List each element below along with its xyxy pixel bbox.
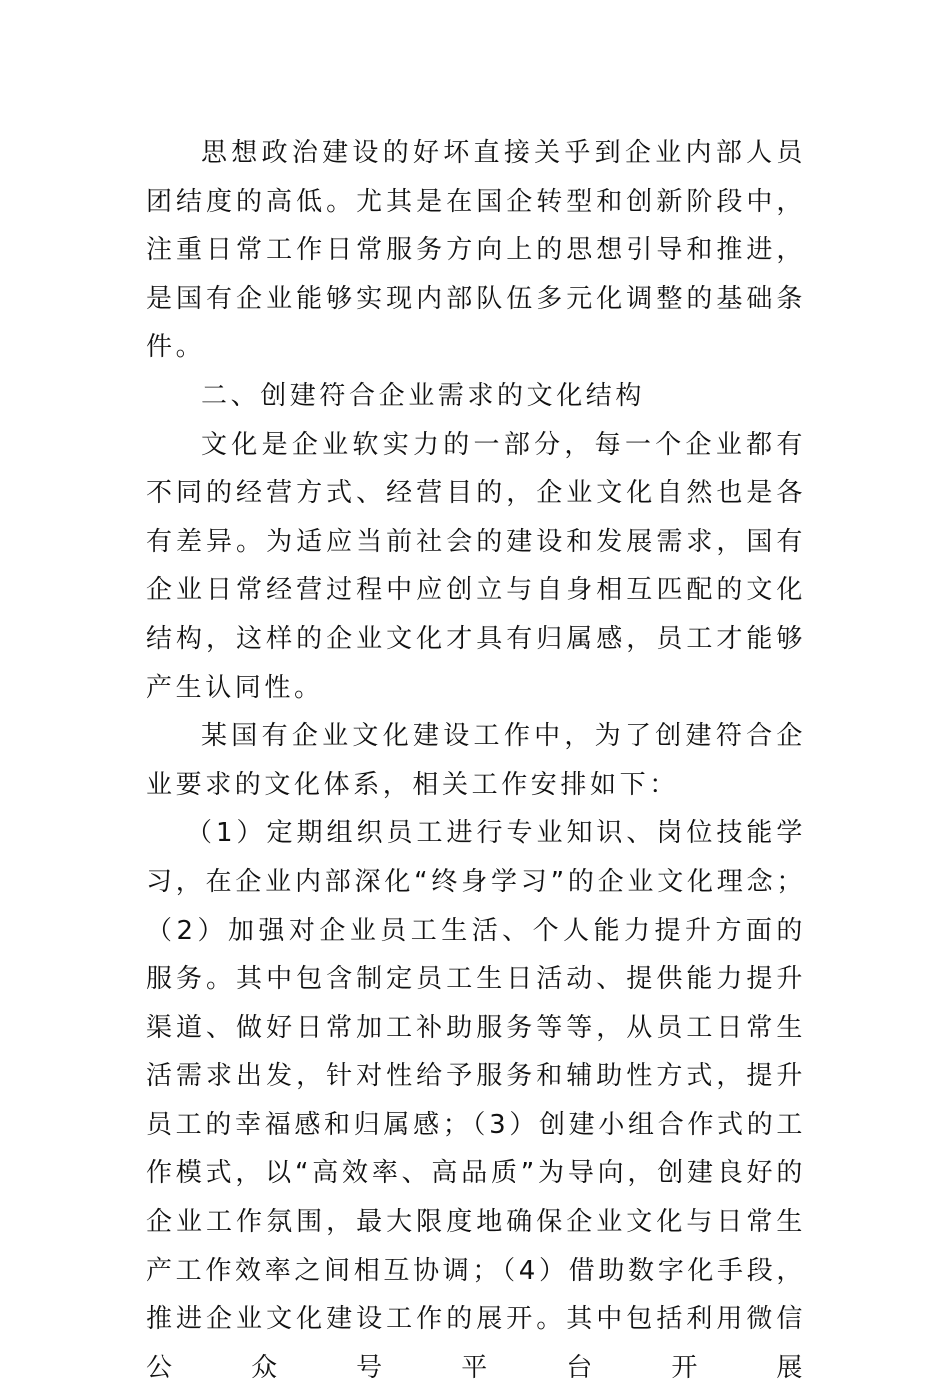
paragraph-culture-soft-power: 文化是企业软实力的一部分，每一个企业都有不同的经营方式、经营目的，企业文化自然也是各有差异。为适应当前社会的建设和发展需求，国有企业日常经营过程中应创立与自身相互匹配的文化结构，这样的企业文化才具有归属感，员工才能够产生认同性。 — [146, 429, 806, 703]
paragraph-ideology: 思想政治建设的好坏直接关乎到企业内部人员团结度的高低。尤其是在国企转型和创新阶段中，注重日常工作日常服务方向上的思想引导和推进，是国有企业能够实现内部队伍多元化调整的基础条件。 — [146, 138, 806, 363]
document-page — [146, 129, 806, 1392]
paragraph-work-arrangement-intro: 某国有企业文化建设工作中，为了创建符合企业要求的文化体系，相关工作安排如下： — [146, 721, 806, 800]
section-heading-culture-structure: 二、创建符合企业需求的文化结构 — [201, 380, 646, 411]
paragraph-work-arrangement-list: （1）定期组织员工进行专业知识、岗位技能学习，在企业内部深化“终身学习”的企业文化理念；（2）加强对企业员工生活、个人能力提升方面的服务。其中包含制定员工生日活动、提供能力提升渠道、做好日常加工补助服务等等，从员工日常生活需求出发，针对性给予服务和辅助性方式，提升员工的幸福感和归属感；（3）创建小组合作式的工作模式，以“高效率、高品质”为导向，创建良好的企业工作氛围，最大限度地确保企业文化与日常生产工作效率之间相互协调；（4）借助数字化手段，推进企业文化建设工作的展开。其中包括利用微信公众号平台开展 — [146, 818, 806, 1383]
